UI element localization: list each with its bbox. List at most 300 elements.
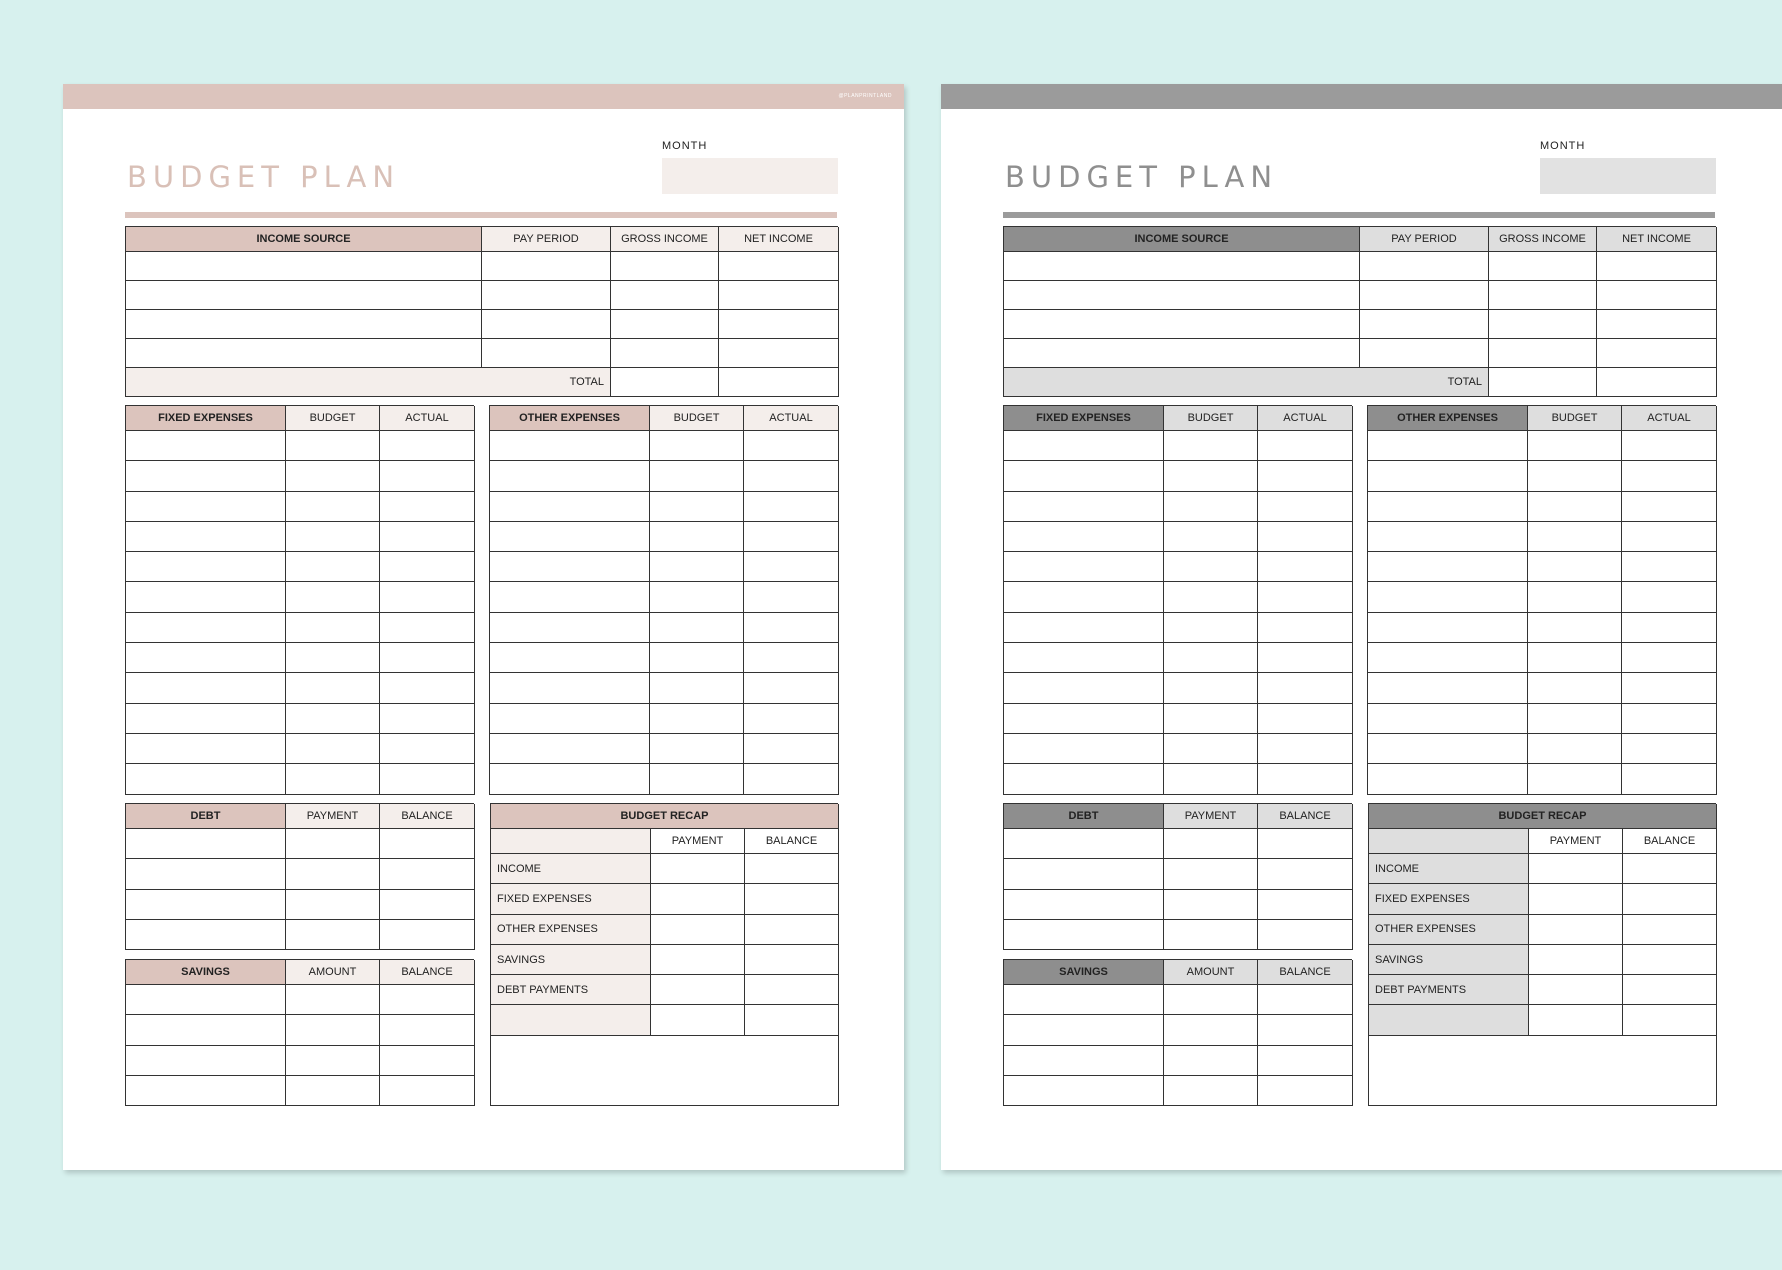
table-cell[interactable] — [286, 859, 380, 889]
table-cell[interactable] — [1164, 764, 1258, 794]
table-cell[interactable] — [1528, 582, 1622, 612]
table-cell[interactable] — [611, 281, 719, 310]
table-cell[interactable] — [286, 1015, 380, 1045]
table-cell[interactable] — [1368, 673, 1528, 703]
table-cell[interactable] — [286, 613, 380, 643]
table-cell[interactable] — [126, 613, 286, 643]
column-header: BALANCE — [380, 960, 475, 985]
table-cell[interactable] — [126, 704, 286, 734]
table-cell[interactable] — [1004, 613, 1164, 643]
table-cell[interactable] — [611, 252, 719, 281]
table-cell[interactable] — [1258, 522, 1353, 552]
table-cell[interactable] — [1597, 339, 1717, 368]
recap-row-label: OTHER EXPENSES — [491, 915, 651, 945]
table-cell[interactable] — [1528, 492, 1622, 522]
table-cell[interactable] — [286, 431, 380, 461]
table-cell[interactable] — [380, 764, 475, 794]
table-cell[interactable] — [490, 431, 650, 461]
table-cell[interactable] — [1164, 704, 1258, 734]
table-cell[interactable] — [1258, 734, 1353, 764]
table-cell[interactable] — [1622, 613, 1717, 643]
table-cell[interactable] — [126, 1076, 286, 1106]
table-cell[interactable] — [286, 582, 380, 612]
table-cell[interactable] — [1164, 1046, 1258, 1076]
table-cell[interactable] — [1528, 673, 1622, 703]
table-cell[interactable] — [1164, 673, 1258, 703]
month-field[interactable] — [662, 158, 838, 194]
column-header: BUDGET — [1528, 406, 1622, 431]
watermark: @PLANPRINTLAND — [838, 93, 892, 99]
column-header: OTHER EXPENSES — [1368, 406, 1528, 431]
column-header: BUDGET — [650, 406, 744, 431]
column-header: DEBT — [126, 804, 286, 829]
table-cell[interactable] — [126, 859, 286, 889]
table-cell[interactable] — [1529, 915, 1623, 945]
table-cell[interactable] — [380, 985, 475, 1015]
month-label: MONTH — [662, 140, 708, 152]
table-cell[interactable] — [1622, 704, 1717, 734]
recap-notes-area[interactable] — [491, 1036, 839, 1106]
table-cell[interactable] — [126, 522, 286, 552]
recap-row-label: FIXED EXPENSES — [1369, 884, 1529, 914]
table-cell[interactable] — [650, 704, 744, 734]
table-cell[interactable] — [1004, 461, 1164, 491]
table-cell[interactable] — [650, 734, 744, 764]
table-cell[interactable] — [650, 764, 744, 794]
table-cell[interactable] — [490, 522, 650, 552]
fixed-expenses-table — [125, 405, 474, 795]
table-cell[interactable] — [286, 764, 380, 794]
table-cell[interactable] — [1623, 884, 1717, 914]
budget-recap-table — [1368, 803, 1716, 1106]
table-cell[interactable] — [1004, 582, 1164, 612]
table-cell[interactable] — [1622, 552, 1717, 582]
table-cell[interactable] — [380, 582, 475, 612]
table-cell[interactable] — [1164, 829, 1258, 859]
table-cell[interactable] — [490, 613, 650, 643]
table-cell[interactable] — [1258, 643, 1353, 673]
table-cell[interactable] — [651, 915, 745, 945]
recap-row-label: FIXED EXPENSES — [491, 884, 651, 914]
table-cell[interactable] — [1164, 552, 1258, 582]
table-cell[interactable] — [126, 829, 286, 859]
table-cell[interactable] — [126, 461, 286, 491]
table-cell[interactable] — [1529, 945, 1623, 975]
total-net-cell[interactable] — [719, 368, 839, 397]
table-cell[interactable] — [1004, 281, 1360, 310]
table-cell[interactable] — [1368, 582, 1528, 612]
recap-row-label: OTHER EXPENSES — [1369, 915, 1529, 945]
table-cell[interactable] — [380, 704, 475, 734]
table-cell[interactable] — [1004, 310, 1360, 339]
table-cell[interactable] — [1368, 492, 1528, 522]
table-cell[interactable] — [1623, 915, 1717, 945]
table-cell[interactable] — [286, 522, 380, 552]
table-cell[interactable] — [1360, 339, 1489, 368]
table-cell[interactable] — [380, 1046, 475, 1076]
table-cell[interactable] — [1004, 1015, 1164, 1045]
table-cell[interactable] — [286, 1076, 380, 1106]
table-cell[interactable] — [1258, 552, 1353, 582]
table-cell[interactable] — [1004, 643, 1164, 673]
table-cell[interactable] — [1529, 854, 1623, 884]
table-cell[interactable] — [126, 552, 286, 582]
table-cell[interactable] — [286, 734, 380, 764]
table-cell[interactable] — [380, 734, 475, 764]
table-cell[interactable] — [1529, 1005, 1623, 1035]
page-title: BUDGET PLAN — [1005, 160, 1279, 194]
recap-row-label: DEBT PAYMENTS — [1369, 975, 1529, 1005]
table-cell[interactable] — [1622, 492, 1717, 522]
table-cell[interactable] — [1004, 890, 1164, 920]
table-cell[interactable] — [286, 704, 380, 734]
column-header: NET INCOME — [719, 227, 839, 252]
table-cell[interactable] — [719, 252, 839, 281]
table-cell[interactable] — [490, 673, 650, 703]
table-cell[interactable] — [482, 281, 611, 310]
table-cell[interactable] — [719, 310, 839, 339]
table-cell[interactable] — [1004, 829, 1164, 859]
table-cell[interactable] — [650, 673, 744, 703]
column-header: ACTUAL — [380, 406, 475, 431]
table-cell[interactable] — [1164, 582, 1258, 612]
table-cell[interactable] — [1529, 884, 1623, 914]
savings-table — [1003, 959, 1352, 1106]
table-cell[interactable] — [126, 582, 286, 612]
table-cell[interactable] — [1528, 552, 1622, 582]
table-cell[interactable] — [126, 281, 482, 310]
table-cell[interactable] — [490, 704, 650, 734]
table-cell[interactable] — [745, 975, 839, 1005]
recap-row-label: SAVINGS — [491, 945, 651, 975]
table-cell[interactable] — [126, 890, 286, 920]
column-header: PAYMENT — [1164, 804, 1258, 829]
table-cell[interactable] — [380, 461, 475, 491]
table-cell[interactable] — [1004, 522, 1164, 552]
table-cell[interactable] — [1623, 975, 1717, 1005]
table-cell[interactable] — [1258, 985, 1353, 1015]
table-cell[interactable] — [1489, 339, 1597, 368]
column-header: BALANCE — [1258, 804, 1353, 829]
table-cell[interactable] — [1368, 522, 1528, 552]
table-cell[interactable] — [482, 310, 611, 339]
table-cell[interactable] — [651, 945, 745, 975]
table-cell[interactable] — [1368, 704, 1528, 734]
recap-title: BUDGET RECAP — [491, 804, 839, 829]
table-cell[interactable] — [1164, 1015, 1258, 1045]
table-cell[interactable] — [380, 1015, 475, 1045]
table-cell[interactable] — [1597, 281, 1717, 310]
table-cell[interactable] — [286, 985, 380, 1015]
table-cell[interactable] — [1004, 704, 1164, 734]
table-cell[interactable] — [1164, 985, 1258, 1015]
table-cell[interactable] — [126, 764, 286, 794]
table-cell[interactable] — [126, 339, 482, 368]
table-cell[interactable] — [1004, 492, 1164, 522]
table-cell[interactable] — [650, 431, 744, 461]
table-cell[interactable] — [1258, 613, 1353, 643]
table-cell[interactable] — [1258, 582, 1353, 612]
table-cell[interactable] — [650, 613, 744, 643]
recap-notes-area[interactable] — [1369, 1036, 1717, 1106]
column-header: GROSS INCOME — [611, 227, 719, 252]
table-cell[interactable] — [1004, 552, 1164, 582]
table-cell[interactable] — [490, 734, 650, 764]
income-table — [125, 226, 838, 397]
total-gross-cell[interactable] — [1489, 368, 1597, 397]
table-cell[interactable] — [1368, 613, 1528, 643]
table-cell[interactable] — [1528, 613, 1622, 643]
table-cell[interactable] — [286, 673, 380, 703]
table-cell[interactable] — [744, 673, 839, 703]
table-cell[interactable] — [1368, 764, 1528, 794]
table-cell[interactable] — [286, 829, 380, 859]
table-cell[interactable] — [1004, 431, 1164, 461]
table-cell[interactable] — [380, 552, 475, 582]
table-cell[interactable] — [126, 431, 286, 461]
column-header: ACTUAL — [744, 406, 839, 431]
table-cell[interactable] — [380, 492, 475, 522]
table-cell[interactable] — [1622, 522, 1717, 552]
table-cell[interactable] — [1528, 704, 1622, 734]
table-cell[interactable] — [482, 339, 611, 368]
table-cell[interactable] — [745, 854, 839, 884]
table-cell[interactable] — [126, 310, 482, 339]
table-cell[interactable] — [1258, 1046, 1353, 1076]
table-cell[interactable] — [286, 461, 380, 491]
table-cell[interactable] — [1164, 461, 1258, 491]
month-label: MONTH — [1540, 140, 1586, 152]
table-cell[interactable] — [1368, 734, 1528, 764]
table-cell[interactable] — [380, 829, 475, 859]
total-net-cell[interactable] — [1597, 368, 1717, 397]
table-cell[interactable] — [745, 1005, 839, 1035]
table-cell[interactable] — [1258, 829, 1353, 859]
column-header: DEBT — [1004, 804, 1164, 829]
table-cell[interactable] — [1164, 643, 1258, 673]
table-cell[interactable] — [650, 461, 744, 491]
column-header: AMOUNT — [1164, 960, 1258, 985]
table-cell[interactable] — [1164, 734, 1258, 764]
table-cell[interactable] — [651, 884, 745, 914]
table-cell[interactable] — [1004, 339, 1360, 368]
table-cell[interactable] — [126, 492, 286, 522]
table-cell[interactable] — [1528, 734, 1622, 764]
table-cell[interactable] — [490, 552, 650, 582]
column-header: INCOME SOURCE — [126, 227, 482, 252]
table-cell[interactable] — [1258, 1015, 1353, 1045]
table-cell[interactable] — [1623, 945, 1717, 975]
table-cell[interactable] — [744, 734, 839, 764]
table-cell[interactable] — [126, 734, 286, 764]
table-cell[interactable] — [380, 613, 475, 643]
table-cell[interactable] — [380, 890, 475, 920]
table-cell[interactable] — [286, 643, 380, 673]
table-cell[interactable] — [1623, 854, 1717, 884]
table-cell[interactable] — [1489, 310, 1597, 339]
recap-row-label — [1369, 1005, 1529, 1035]
table-cell[interactable] — [1164, 431, 1258, 461]
table-cell[interactable] — [1164, 613, 1258, 643]
debt-table — [125, 803, 474, 950]
table-cell[interactable] — [744, 522, 839, 552]
table-cell[interactable] — [1258, 492, 1353, 522]
table-cell[interactable] — [126, 1015, 286, 1045]
table-cell[interactable] — [1360, 252, 1489, 281]
other-expenses-table — [489, 405, 838, 795]
table-cell[interactable] — [1164, 492, 1258, 522]
table-cell[interactable] — [1622, 461, 1717, 491]
table-cell[interactable] — [1622, 431, 1717, 461]
recap-row-label: DEBT PAYMENTS — [491, 975, 651, 1005]
table-cell[interactable] — [126, 252, 482, 281]
table-cell[interactable] — [650, 552, 744, 582]
table-cell[interactable] — [490, 461, 650, 491]
table-cell[interactable] — [126, 920, 286, 950]
month-field[interactable] — [1540, 158, 1716, 194]
table-cell[interactable] — [1164, 920, 1258, 950]
table-cell[interactable] — [650, 643, 744, 673]
table-cell[interactable] — [1622, 582, 1717, 612]
table-cell[interactable] — [651, 854, 745, 884]
column-header: ACTUAL — [1258, 406, 1353, 431]
table-cell[interactable] — [1368, 643, 1528, 673]
table-cell[interactable] — [651, 1005, 745, 1035]
table-cell[interactable] — [1258, 764, 1353, 794]
table-cell[interactable] — [1360, 281, 1489, 310]
table-cell[interactable] — [1528, 764, 1622, 794]
column-header: BALANCE — [1258, 960, 1353, 985]
table-cell[interactable] — [745, 915, 839, 945]
table-cell[interactable] — [1258, 461, 1353, 491]
table-cell[interactable] — [745, 945, 839, 975]
table-cell[interactable] — [1489, 281, 1597, 310]
table-cell[interactable] — [1622, 764, 1717, 794]
recap-row-label: INCOME — [491, 854, 651, 884]
table-cell[interactable] — [611, 339, 719, 368]
table-cell[interactable] — [490, 764, 650, 794]
table-cell[interactable] — [380, 859, 475, 889]
table-cell[interactable] — [1164, 890, 1258, 920]
table-cell[interactable] — [286, 920, 380, 950]
table-cell[interactable] — [744, 704, 839, 734]
table-cell[interactable] — [380, 522, 475, 552]
table-cell[interactable] — [1528, 643, 1622, 673]
table-cell[interactable] — [1164, 859, 1258, 889]
table-cell[interactable] — [380, 643, 475, 673]
total-gross-cell[interactable] — [611, 368, 719, 397]
table-cell[interactable] — [1368, 552, 1528, 582]
table-cell[interactable] — [1360, 310, 1489, 339]
table-cell[interactable] — [1164, 1076, 1258, 1106]
table-cell[interactable] — [1004, 673, 1164, 703]
table-cell[interactable] — [286, 492, 380, 522]
table-cell[interactable] — [490, 492, 650, 522]
table-cell[interactable] — [744, 461, 839, 491]
title-rule — [125, 212, 837, 218]
table-cell[interactable] — [1528, 431, 1622, 461]
table-cell[interactable] — [651, 975, 745, 1005]
table-cell[interactable] — [1004, 252, 1360, 281]
table-cell[interactable] — [1622, 673, 1717, 703]
table-cell[interactable] — [1597, 252, 1717, 281]
table-cell[interactable] — [126, 673, 286, 703]
table-cell[interactable] — [745, 884, 839, 914]
table-cell[interactable] — [744, 552, 839, 582]
table-cell[interactable] — [380, 1076, 475, 1106]
table-cell[interactable] — [1258, 431, 1353, 461]
table-cell[interactable] — [490, 582, 650, 612]
income-table — [1003, 226, 1716, 397]
table-cell[interactable] — [744, 764, 839, 794]
table-cell[interactable] — [380, 920, 475, 950]
table-cell[interactable] — [1004, 859, 1164, 889]
table-cell[interactable] — [1258, 859, 1353, 889]
table-cell[interactable] — [1368, 431, 1528, 461]
table-cell[interactable] — [1258, 1076, 1353, 1106]
table-cell[interactable] — [126, 1046, 286, 1076]
table-cell[interactable] — [1164, 522, 1258, 552]
table-cell[interactable] — [380, 673, 475, 703]
table-cell[interactable] — [126, 643, 286, 673]
table-cell[interactable] — [650, 492, 744, 522]
table-cell[interactable] — [126, 985, 286, 1015]
table-cell[interactable] — [482, 252, 611, 281]
table-cell[interactable] — [611, 310, 719, 339]
table-cell[interactable] — [719, 281, 839, 310]
table-cell[interactable] — [286, 1046, 380, 1076]
table-cell[interactable] — [1004, 1046, 1164, 1076]
table-cell[interactable] — [490, 643, 650, 673]
table-cell[interactable] — [1529, 975, 1623, 1005]
table-cell[interactable] — [1004, 1076, 1164, 1106]
budget-recap-table — [490, 803, 838, 1106]
table-cell[interactable] — [1004, 920, 1164, 950]
table-cell[interactable] — [1258, 704, 1353, 734]
table-cell[interactable] — [744, 582, 839, 612]
table-cell[interactable] — [1528, 461, 1622, 491]
table-cell[interactable] — [286, 552, 380, 582]
column-header: FIXED EXPENSES — [126, 406, 286, 431]
table-cell[interactable] — [380, 431, 475, 461]
table-cell[interactable] — [744, 431, 839, 461]
column-header: SAVINGS — [126, 960, 286, 985]
table-cell[interactable] — [1622, 643, 1717, 673]
table-cell[interactable] — [1622, 734, 1717, 764]
table-cell[interactable] — [1004, 985, 1164, 1015]
table-cell[interactable] — [650, 522, 744, 552]
table-cell[interactable] — [1004, 764, 1164, 794]
table-cell[interactable] — [1004, 734, 1164, 764]
table-cell[interactable] — [1368, 461, 1528, 491]
table-cell[interactable] — [1528, 522, 1622, 552]
table-cell[interactable] — [1489, 252, 1597, 281]
savings-table — [125, 959, 474, 1106]
table-cell[interactable] — [719, 339, 839, 368]
table-cell[interactable] — [744, 492, 839, 522]
table-cell[interactable] — [286, 890, 380, 920]
table-cell[interactable] — [744, 613, 839, 643]
recap-row-label — [491, 1005, 651, 1035]
table-cell[interactable] — [650, 582, 744, 612]
table-cell[interactable] — [744, 643, 839, 673]
table-cell[interactable] — [1258, 890, 1353, 920]
table-cell[interactable] — [1258, 920, 1353, 950]
table-cell[interactable] — [1258, 673, 1353, 703]
table-cell[interactable] — [1597, 310, 1717, 339]
table-cell[interactable] — [1623, 1005, 1717, 1035]
column-header: PAYMENT — [651, 829, 745, 854]
